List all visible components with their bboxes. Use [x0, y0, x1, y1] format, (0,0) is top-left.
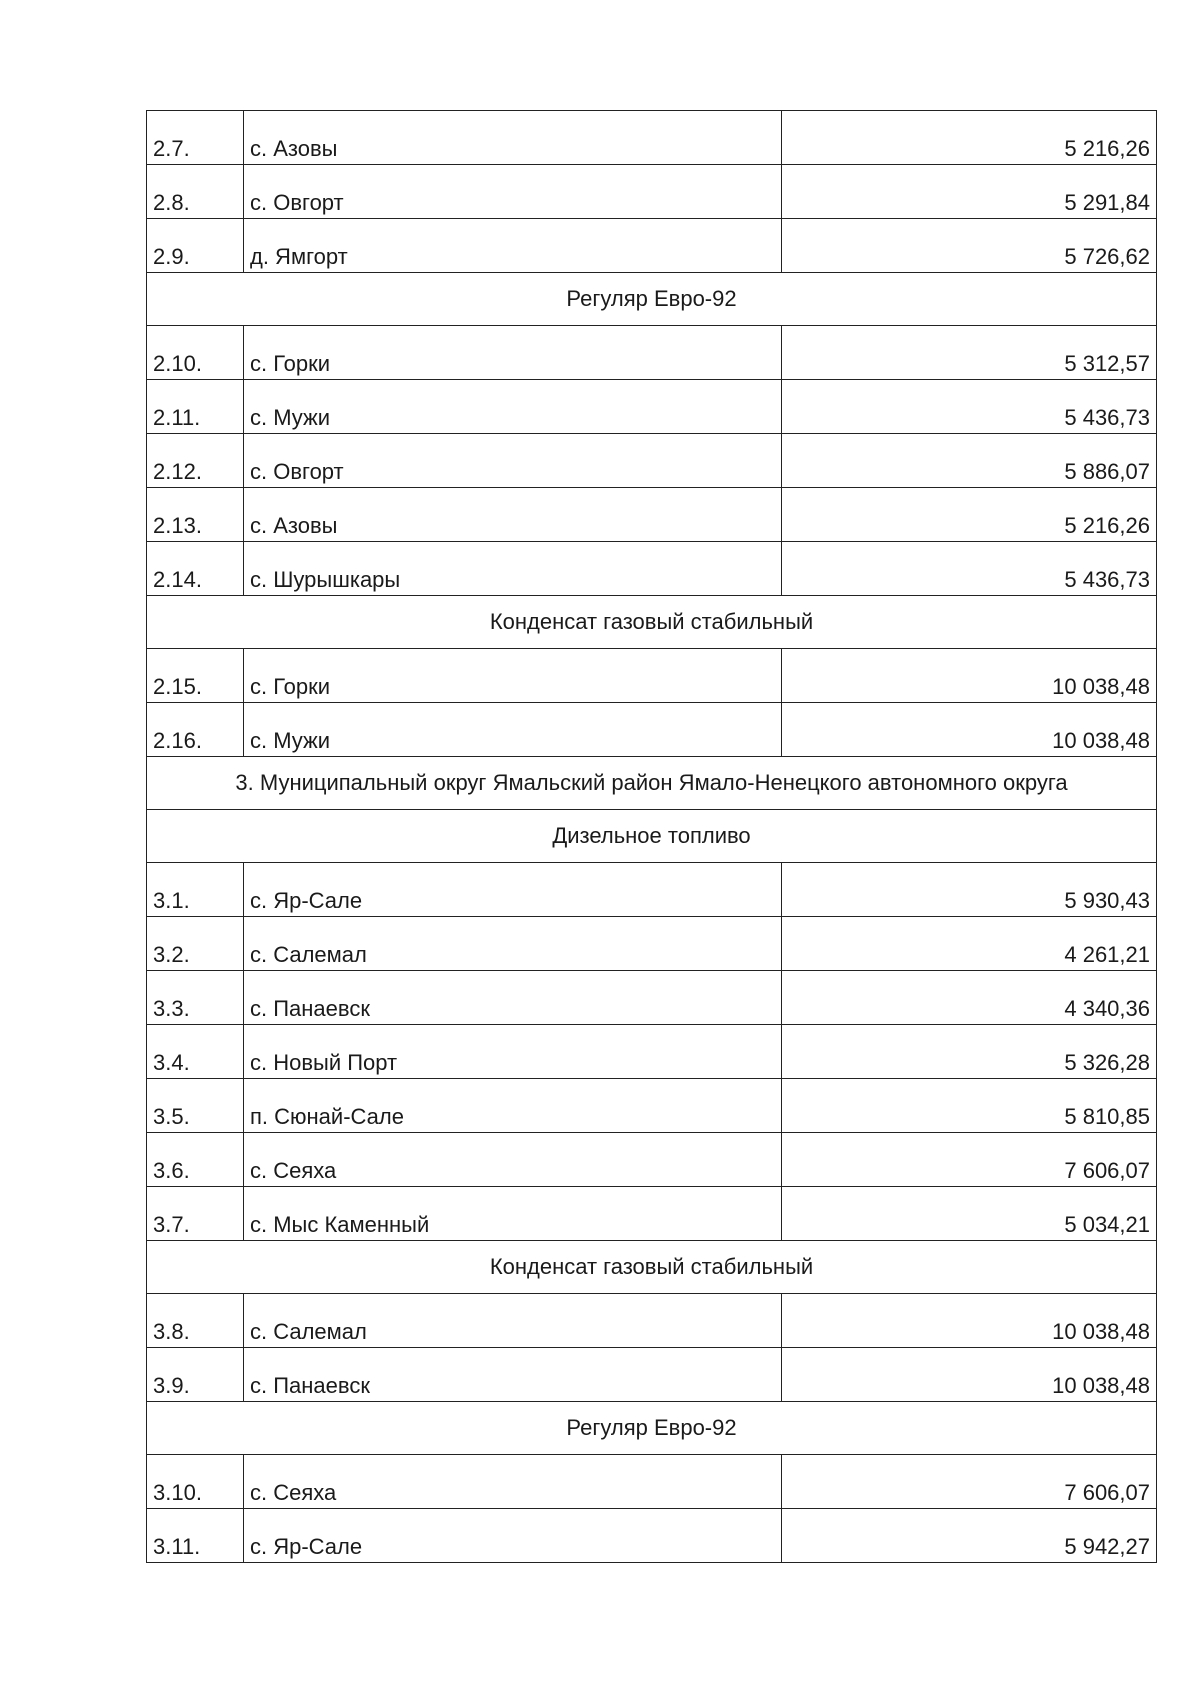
settlement-name: с. Салемал: [244, 1294, 782, 1348]
table-row: [147, 380, 1157, 434]
row-number: 2.13.: [147, 488, 244, 542]
row-number: 2.7.: [147, 111, 244, 165]
row-number: 3.4.: [147, 1025, 244, 1079]
row-number: 2.11.: [147, 380, 244, 434]
document-page: [146, 110, 1156, 1563]
row-number: 3.1.: [147, 863, 244, 917]
price-value: 5 216,26: [782, 111, 1157, 165]
row-number: 2.9.: [147, 219, 244, 273]
table-row: [147, 863, 1157, 917]
section-header: Регуляр Евро-92: [147, 1402, 1157, 1455]
settlement-name: с. Горки: [244, 649, 782, 703]
settlement-name: с. Яр-Сале: [244, 1509, 782, 1563]
table-row: [147, 165, 1157, 219]
settlement-name: с. Панаевск: [244, 971, 782, 1025]
settlement-name: с. Азовы: [244, 111, 782, 165]
price-table: [146, 110, 1157, 1563]
section-header: Регуляр Евро-92: [147, 273, 1157, 326]
settlement-name: с. Панаевск: [244, 1348, 782, 1402]
price-value: 5 726,62: [782, 219, 1157, 273]
settlement-name: с. Новый Порт: [244, 1025, 782, 1079]
settlement-name: с. Сеяха: [244, 1455, 782, 1509]
table-row: [147, 917, 1157, 971]
price-value: 5 291,84: [782, 165, 1157, 219]
settlement-name: с. Овгорт: [244, 165, 782, 219]
price-value: 5 810,85: [782, 1079, 1157, 1133]
section-header-row: [147, 273, 1157, 326]
table-row: [147, 649, 1157, 703]
settlement-name: п. Сюнай-Сале: [244, 1079, 782, 1133]
row-number: 3.11.: [147, 1509, 244, 1563]
settlement-name: д. Ямгорт: [244, 219, 782, 273]
table-row: [147, 111, 1157, 165]
table-row: [147, 703, 1157, 757]
table-row: [147, 1509, 1157, 1563]
price-value: 4 340,36: [782, 971, 1157, 1025]
price-value: 5 930,43: [782, 863, 1157, 917]
settlement-name: с. Шурышкары: [244, 542, 782, 596]
settlement-name: с. Горки: [244, 326, 782, 380]
row-number: 3.2.: [147, 917, 244, 971]
table-row: [147, 1187, 1157, 1241]
section-header: 3. Муниципальный округ Ямальский район Ямало-Ненецкого автономного округа: [147, 757, 1157, 810]
price-value: 10 038,48: [782, 703, 1157, 757]
price-value: 10 038,48: [782, 1294, 1157, 1348]
price-value: 5 942,27: [782, 1509, 1157, 1563]
section-header-row: [147, 1241, 1157, 1294]
price-value: 5 436,73: [782, 542, 1157, 596]
table-row: [147, 1294, 1157, 1348]
table-row: [147, 1025, 1157, 1079]
row-number: 3.7.: [147, 1187, 244, 1241]
row-number: 3.9.: [147, 1348, 244, 1402]
price-value: 5 326,28: [782, 1025, 1157, 1079]
row-number: 2.16.: [147, 703, 244, 757]
row-number: 2.14.: [147, 542, 244, 596]
row-number: 3.5.: [147, 1079, 244, 1133]
table-row: [147, 971, 1157, 1025]
settlement-name: с. Мужи: [244, 703, 782, 757]
price-value: 4 261,21: [782, 917, 1157, 971]
price-value: 5 436,73: [782, 380, 1157, 434]
section-header: Конденсат газовый стабильный: [147, 1241, 1157, 1294]
price-value: 5 886,07: [782, 434, 1157, 488]
settlement-name: с. Азовы: [244, 488, 782, 542]
table-row: [147, 1133, 1157, 1187]
row-number: 2.10.: [147, 326, 244, 380]
price-value: 5 312,57: [782, 326, 1157, 380]
table-row: [147, 219, 1157, 273]
settlement-name: с. Яр-Сале: [244, 863, 782, 917]
row-number: 3.6.: [147, 1133, 244, 1187]
price-value: 5 034,21: [782, 1187, 1157, 1241]
price-table-body: [147, 111, 1157, 1563]
settlement-name: с. Мужи: [244, 380, 782, 434]
row-number: 2.12.: [147, 434, 244, 488]
table-row: [147, 488, 1157, 542]
price-value: 5 216,26: [782, 488, 1157, 542]
section-header-row: [147, 757, 1157, 810]
table-row: [147, 434, 1157, 488]
settlement-name: с. Сеяха: [244, 1133, 782, 1187]
row-number: 2.15.: [147, 649, 244, 703]
settlement-name: с. Салемал: [244, 917, 782, 971]
price-value: 7 606,07: [782, 1133, 1157, 1187]
row-number: 3.3.: [147, 971, 244, 1025]
section-header: Конденсат газовый стабильный: [147, 596, 1157, 649]
section-header: Дизельное топливо: [147, 810, 1157, 863]
settlement-name: с. Овгорт: [244, 434, 782, 488]
price-value: 10 038,48: [782, 1348, 1157, 1402]
section-header-row: [147, 1402, 1157, 1455]
row-number: 3.8.: [147, 1294, 244, 1348]
table-row: [147, 1348, 1157, 1402]
table-row: [147, 542, 1157, 596]
table-row: [147, 1455, 1157, 1509]
section-header-row: [147, 596, 1157, 649]
row-number: 2.8.: [147, 165, 244, 219]
table-row: [147, 1079, 1157, 1133]
row-number: 3.10.: [147, 1455, 244, 1509]
table-row: [147, 326, 1157, 380]
settlement-name: с. Мыс Каменный: [244, 1187, 782, 1241]
price-value: 10 038,48: [782, 649, 1157, 703]
section-header-row: [147, 810, 1157, 863]
price-value: 7 606,07: [782, 1455, 1157, 1509]
